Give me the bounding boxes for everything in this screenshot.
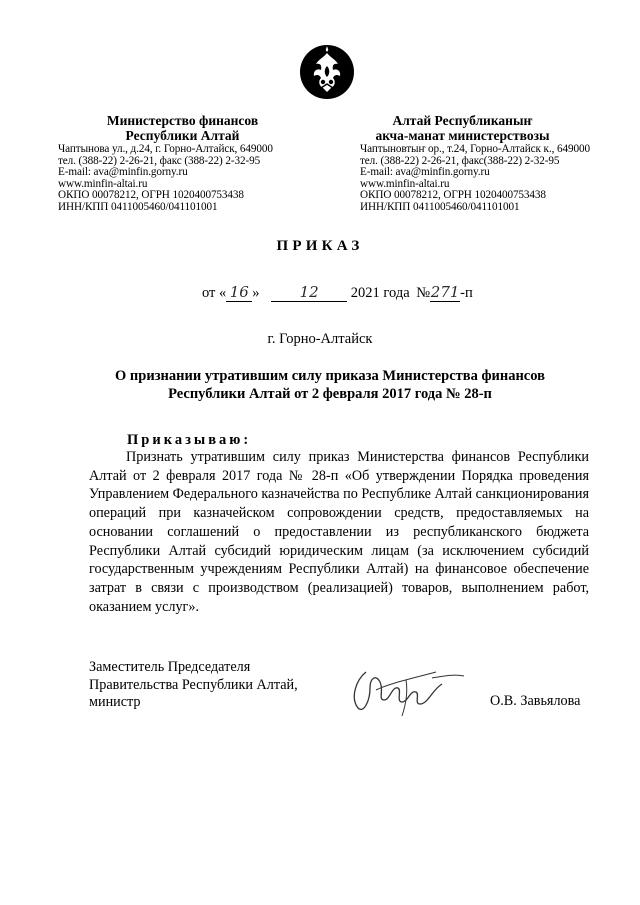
inn-ru: ИНН/КПП 0411005460/041101001	[58, 200, 218, 213]
ministry-details-alt	[360, 144, 630, 213]
document-body: Признать утратившим силу приказ Министерства финансов Республики Алтай от 2 февраля 2017 года № 28-п «Об утверждении Порядка проведения Управлением Федерального казначейства по Республике Алтай санкционирования операций при казначейском сопровождении средств, предоставляемых на основании соглашений о предоставлении из республиканского бюджета Республики Алтай субсидий юридическим лицам (за исключением субсидий государственным учреждениям Республики Алтай) на финансовое обеспечение затрат в связи с производством (реализацией) товаров, выполнением работ, оказанием услуг».	[89, 449, 590, 615]
date-month: 12	[271, 283, 347, 302]
order-word-text: Приказываю:	[127, 432, 252, 448]
date-prefix: от «	[202, 285, 227, 301]
address-alt: Чаптыновтыҥ ор., т.24, Горно-Алтайск к., 649000	[360, 143, 590, 155]
date-day: 16	[226, 283, 252, 302]
site-ru: www.minfin-altai.ru	[58, 177, 148, 190]
order-word	[127, 432, 251, 449]
subject-line1: О признании утратившим силу приказа Министерства финансов	[115, 368, 545, 384]
ministry-title-ru-line1: Министерство финансов	[106, 113, 259, 128]
document-subject	[80, 367, 580, 403]
ministry-title-ru-line2: Республики Алтай	[125, 128, 240, 143]
republic-altai-emblem-icon	[299, 44, 355, 100]
number-suffix: -п	[460, 285, 473, 301]
phone-alt: тел. (388-22) 2-26-21, факс(388-22) 2-32-95	[360, 154, 560, 167]
signatory-name: О.В. Завьялова	[490, 693, 581, 709]
number-sign: №	[416, 285, 431, 301]
address-ru: Чаптынова ул., д.24, г. Горно-Алтайск, 649000	[58, 143, 273, 155]
signatory-line1: Заместитель Председателя	[89, 659, 251, 675]
document-city: г. Горно-Алтайск	[267, 331, 373, 347]
inn-alt: ИНН/КПП 0411005460/041101001	[360, 200, 520, 213]
email-ru: E-mail: ava@minfin.gorny.ru	[58, 166, 188, 178]
document-date-line	[202, 283, 473, 302]
document-number: 271	[430, 283, 460, 301]
document-title: ПРИКАЗ	[276, 238, 364, 254]
ministry-details-ru	[58, 144, 328, 213]
ministry-title-alt-line1: Алтай Республиканыҥ	[392, 113, 533, 128]
date-year: 2021 года	[350, 285, 410, 301]
site-alt: www.minfin-altai.ru	[360, 177, 450, 190]
handwritten-signature	[336, 660, 476, 720]
email-alt: E-mail: ava@minfin.gorny.ru	[360, 166, 490, 178]
ministry-title-alt	[340, 113, 585, 143]
signatory-position	[89, 659, 349, 712]
subject-line2: Республики Алтай от 2 февраля 2017 года № 28-п	[168, 386, 492, 402]
date-mid: »	[252, 285, 260, 301]
okpo-ru: ОКПО 00078212, ОГРН 1020400753438	[58, 189, 244, 201]
signatory-line3: министр	[89, 694, 141, 710]
phone-ru: тел. (388-22) 2-26-21, факс (388-22) 2-32-95	[58, 154, 261, 167]
okpo-alt: ОКПО 00078212, ОГРН 1020400753438	[360, 189, 546, 201]
ministry-title-alt-line2: акча-манат министерствозы	[375, 128, 550, 143]
signatory-line2: Правительства Республики Алтай,	[89, 676, 298, 693]
ministry-title-ru	[60, 113, 305, 143]
